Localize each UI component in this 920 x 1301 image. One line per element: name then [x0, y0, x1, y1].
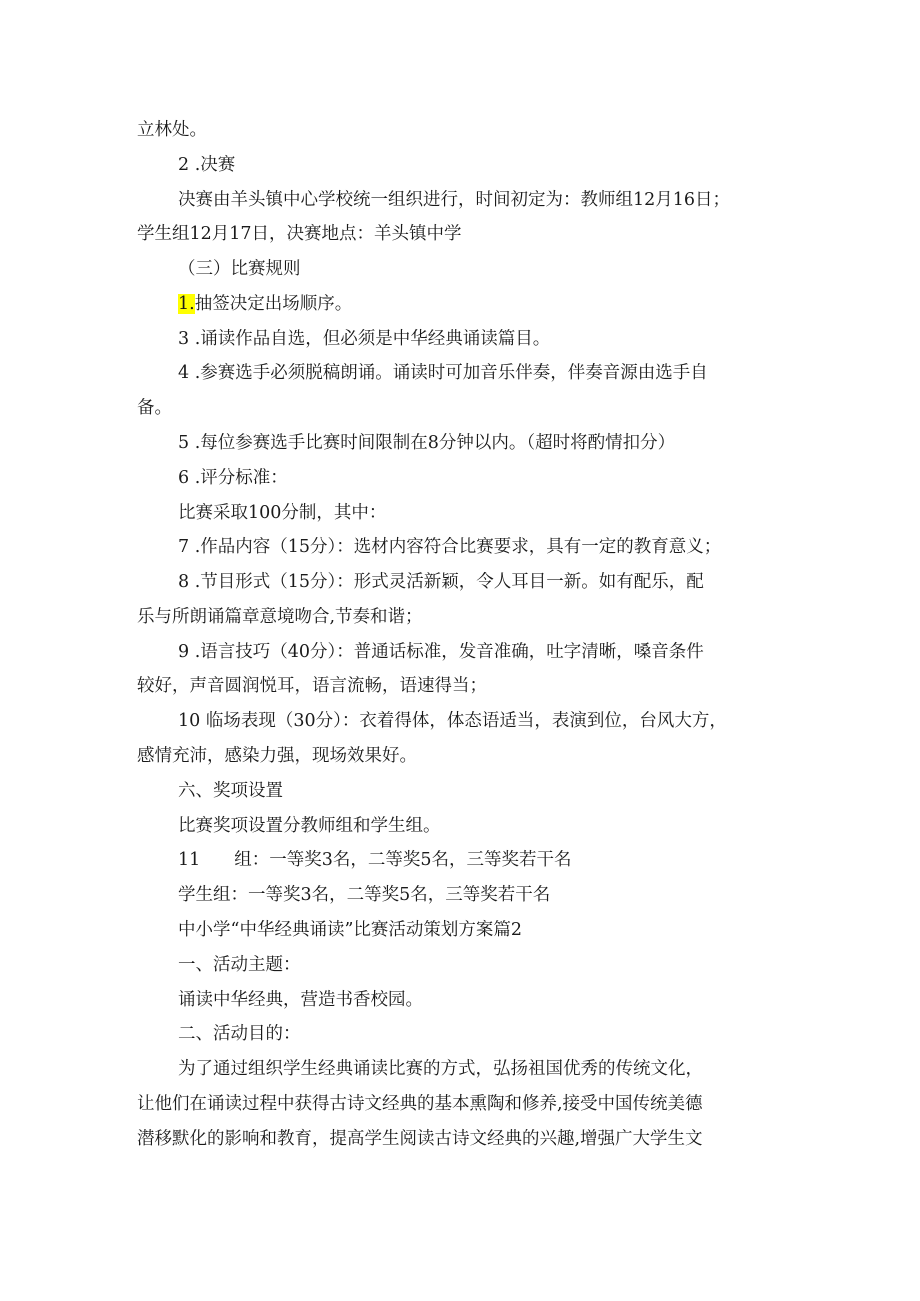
- text-line: 较好，声音圆润悦耳，语言流畅，语速得当；: [137, 676, 487, 696]
- list-item: 10 临场表现（30分）：衣着得体，体态语适当，表演到位，台风大方，: [178, 711, 727, 731]
- section-heading: 二、活动目的：: [178, 1024, 301, 1044]
- list-item: 7 .作品内容（15分）：选材内容符合比赛要求，具有一定的教育意义；: [178, 537, 722, 557]
- section-heading: （三）比赛规则: [178, 259, 301, 279]
- text-line: 为了通过组织学生经典诵读比赛的方式，弘扬祖国优秀的传统文化，: [178, 1059, 703, 1079]
- list-item: 5 .每位参赛选手比赛时间限制在8分钟以内。（超时将酌情扣分）: [178, 433, 676, 453]
- text-line: 比赛奖项设置分教师组和学生组。: [178, 816, 441, 836]
- text-line: 学生组12月17日，决赛地点：羊头镇中学: [137, 224, 462, 244]
- list-item: [178, 292, 352, 316]
- text-line: 学生组：一等奖3名，二等奖5名，三等奖若干名: [178, 885, 551, 905]
- text-line: 乐与所朗诵篇章意境吻合,节奏和谐；: [137, 607, 423, 627]
- text-line: 备。: [137, 398, 172, 418]
- text-line: 让他们在诵读过程中获得古诗文经典的基本熏陶和修养,接受中国传统美德: [137, 1094, 703, 1114]
- list-item: 3 .诵读作品自选，但必须是中华经典诵读篇目。: [178, 329, 551, 349]
- text-line: 决赛由羊头镇中心学校统一组织进行，时间初定为：教师组12月16日；: [178, 190, 731, 210]
- text-line: 潜移默化的影响和教育，提高学生阅读古诗文经典的兴趣,增强广大学生文: [137, 1129, 703, 1149]
- list-item: 9 .语言技巧（40分）：普通话标准，发音准确，吐字清晰，嗓音条件: [178, 642, 704, 662]
- text-line: 诵读中华经典，营造书香校园。: [178, 990, 423, 1010]
- section-heading: 2 .决赛: [178, 155, 236, 175]
- list-item-text: 抽签决定出场顺序。: [194, 294, 353, 314]
- section-heading: 一、活动主题：: [178, 955, 301, 975]
- text-line: 感情充沛，感染力强，现场效果好。: [137, 746, 417, 766]
- section-heading: 六、奖项设置: [178, 781, 283, 801]
- list-item: 4 .参赛选手必须脱稿朗诵。诵读时可加音乐伴奏，伴奏音源由选手自: [178, 363, 708, 383]
- list-item-number: 11: [178, 850, 201, 870]
- list-item: [178, 848, 572, 872]
- list-item: 6 .评分标准：: [178, 468, 288, 488]
- section-title: 中小学“中华经典诵读”比赛活动策划方案篇2: [178, 920, 523, 940]
- list-item-text: 组：一等奖3名，二等奖5名，三等奖若干名: [234, 850, 572, 870]
- highlighted-number: 1.: [178, 294, 195, 314]
- text-line: 立林处。: [137, 120, 207, 140]
- list-item: 8 .节目形式（15分）：形式灵活新颖，令人耳目一新。如有配乐，配: [178, 572, 704, 592]
- text-line: 比赛采取100分制，其中：: [178, 503, 387, 523]
